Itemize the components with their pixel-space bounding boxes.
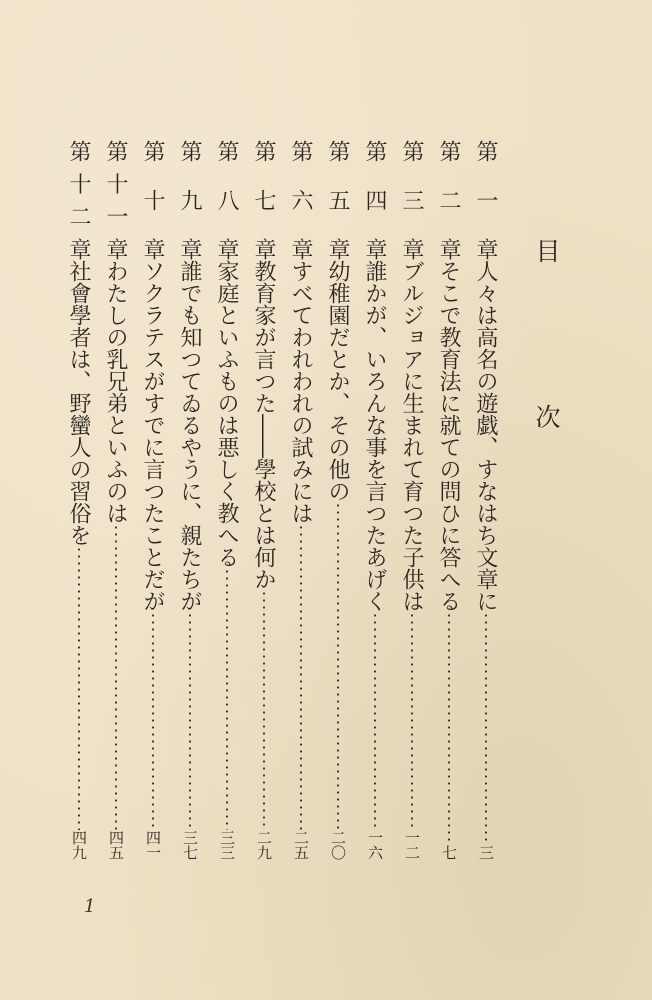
page-number: 三 — [477, 845, 495, 860]
toc-entry — [282, 140, 319, 860]
toc-entry — [134, 140, 171, 860]
toc-entry — [393, 140, 430, 860]
dot-leader — [411, 612, 413, 830]
dot-leader — [189, 612, 191, 830]
page-number: 四九 — [70, 830, 88, 860]
chapter-title: 家庭といふものは悪しく教へる — [214, 260, 239, 568]
chapter-number: 第十二章 — [66, 140, 91, 260]
chapter-title: 人々は高名の遊戯、すなはち文章に — [473, 260, 498, 612]
dot-leader — [374, 612, 376, 830]
chapter-title: 誰かが、いろんな事を言つたあげく — [362, 260, 387, 612]
page-number: 七 — [440, 845, 458, 860]
page-number: 一六 — [366, 830, 384, 860]
page-number: 二九 — [255, 830, 273, 860]
toc-entry — [60, 140, 97, 860]
chapter-title: そこで教育法に就ての問ひに答へる — [436, 260, 461, 612]
chapter-title: 社會學者は、野蠻人の習俗を — [66, 260, 91, 546]
toc-entry — [467, 140, 504, 860]
dot-leader — [78, 546, 80, 830]
table-of-contents — [60, 140, 504, 860]
chapter-number: 第九章 — [177, 140, 202, 260]
chapter-title: ブルジョアに生まれて育つた子供は — [399, 260, 424, 612]
page-number: 二五 — [292, 830, 310, 860]
chapter-number: 第六章 — [288, 140, 313, 260]
toc-entry — [245, 140, 282, 860]
chapter-number: 第七章 — [251, 140, 276, 260]
toc-title: 目 次 — [532, 238, 561, 487]
chapter-title: ソクラテスがすでに言つたことだが — [140, 260, 165, 612]
dot-leader — [263, 590, 265, 830]
dot-leader — [448, 612, 450, 845]
chapter-number: 第三章 — [399, 140, 424, 260]
chapter-number: 第八章 — [214, 140, 239, 260]
dot-leader — [226, 568, 228, 830]
toc-entry — [430, 140, 467, 860]
page-number: 四五 — [107, 830, 125, 860]
chapter-title: 誰でも知つてゐるやうに、親たちが — [177, 260, 202, 612]
dot-leader — [300, 524, 302, 830]
chapter-title: わたしの乳兄弟といふのは — [103, 260, 128, 524]
chapter-number: 第十章 — [140, 140, 165, 260]
chapter-number: 第五章 — [325, 140, 350, 260]
chapter-number: 第二章 — [436, 140, 461, 260]
chapter-number: 第十一章 — [103, 140, 128, 260]
toc-entry — [97, 140, 134, 860]
page-folio-number: 1 — [84, 896, 96, 917]
dot-leader — [152, 612, 154, 830]
chapter-title: 教育家が言つた――學校とは何か — [251, 260, 276, 590]
page-number: 一二 — [403, 830, 421, 860]
toc-entry — [171, 140, 208, 860]
dot-leader — [485, 612, 487, 845]
dot-leader — [115, 524, 117, 830]
chapter-number: 第一章 — [473, 140, 498, 260]
chapter-title: すべてわれわれの試みには — [288, 260, 313, 524]
dot-leader — [337, 502, 339, 830]
page-number: 三三 — [218, 830, 236, 860]
page-number: 二〇 — [329, 830, 347, 860]
chapter-number: 第四章 — [362, 140, 387, 260]
page-number: 三七 — [181, 830, 199, 860]
page-number: 四一 — [144, 830, 162, 860]
toc-entry — [208, 140, 245, 860]
toc-entry — [319, 140, 356, 860]
chapter-title: 幼稚園だとか、その他の — [325, 260, 350, 502]
toc-entry — [356, 140, 393, 860]
